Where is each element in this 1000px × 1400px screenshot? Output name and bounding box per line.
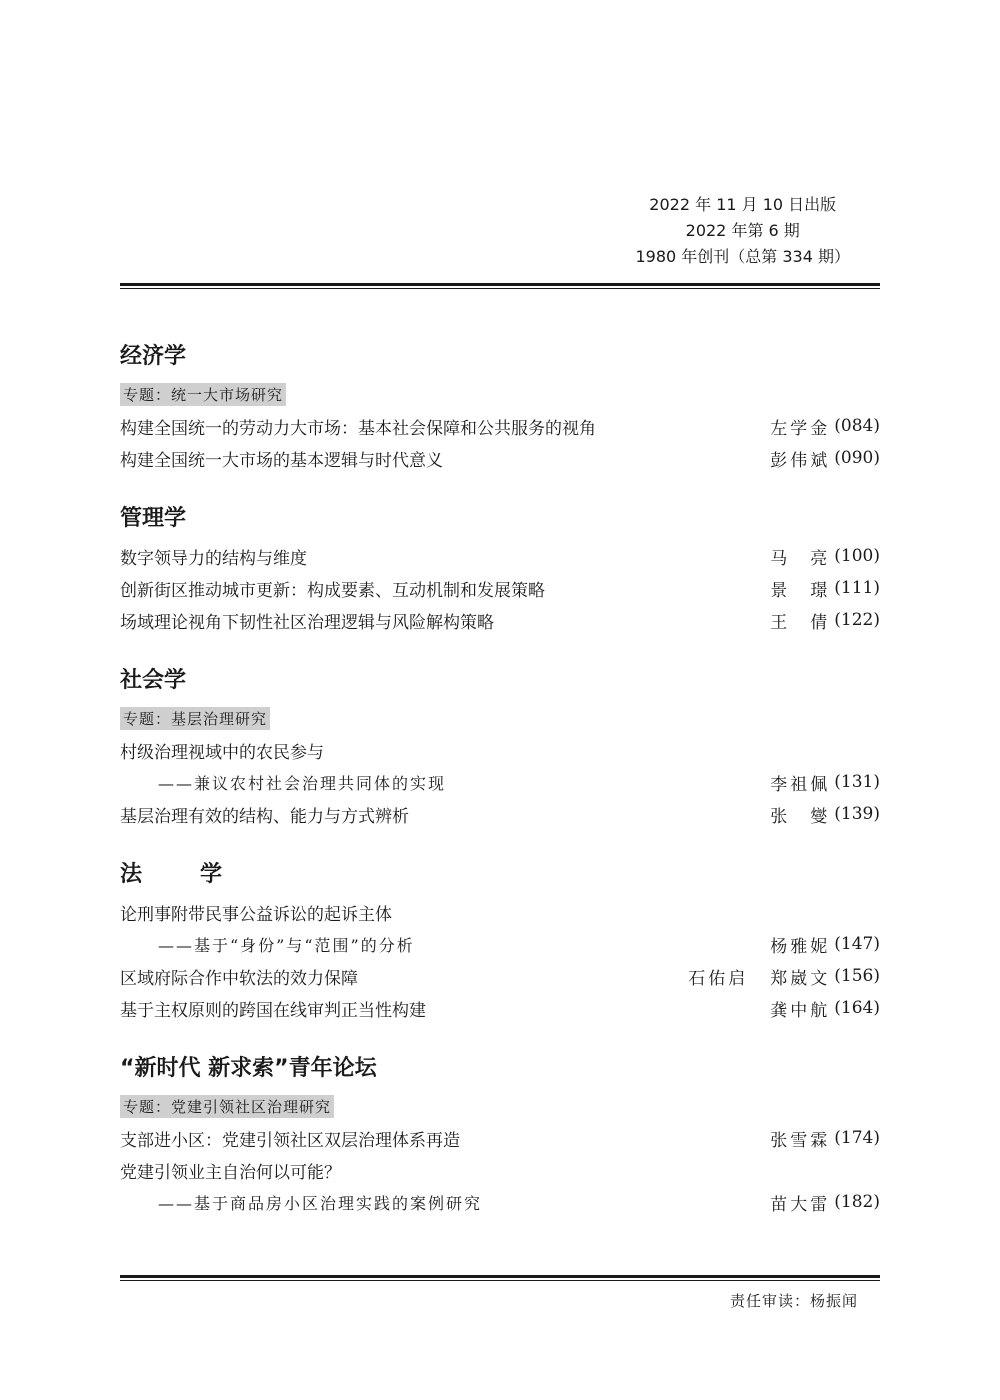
entry-page: (090) [834, 448, 880, 468]
entry-coauthor: 石佑启 [688, 968, 749, 989]
entry-page: (174) [834, 1128, 880, 1148]
entry-subtitle: ——基于商品房小区治理实践的案例研究 [158, 1193, 483, 1213]
publication-info [635, 192, 850, 270]
entry-title: 村级治理视域中的农民参与 [120, 742, 324, 763]
entry-author: 张雪霖 [770, 1130, 831, 1151]
toc-entry[interactable] [120, 992, 880, 1024]
entry-author: 彭伟斌 [770, 450, 831, 471]
section-title: 法 学 [120, 862, 241, 887]
topic-label-row [120, 1090, 880, 1122]
entry-page: (084) [834, 416, 880, 436]
editor-credit: 责任审读：杨振闻 [729, 1292, 858, 1310]
entry-subtitle: ——基于“身份”与“范围”的分析 [158, 935, 415, 955]
entry-author: 马 亮 [770, 548, 831, 569]
founding-info: 1980 年创刊（总第 334 期） [635, 247, 850, 266]
section-youth-forum [120, 1052, 880, 1218]
entry-author: 王 倩 [770, 612, 831, 633]
table-of-contents [120, 340, 880, 1246]
toc-entry[interactable] [120, 960, 880, 992]
entry-page: (122) [834, 610, 880, 630]
entry-title: 构建全国统一大市场的基本逻辑与时代意义 [120, 450, 443, 471]
entry-subtitle: ——兼议农村社会治理共同体的实现 [158, 773, 447, 793]
entry-title: 创新街区推动城市更新：构成要素、互动机制和发展策略 [120, 580, 545, 601]
entry-title: 基层治理有效的结构、能力与方式辨析 [120, 806, 409, 827]
toc-entry[interactable] [120, 410, 880, 442]
toc-entry[interactable] [120, 540, 880, 572]
entry-page: (139) [834, 804, 880, 824]
entry-page: (156) [834, 966, 880, 986]
toc-entry[interactable] [120, 442, 880, 474]
entry-title: 区域府际合作中软法的效力保障 [120, 968, 358, 989]
bottom-rule [120, 1275, 880, 1281]
entry-author: 张 燮 [770, 806, 831, 827]
entry-page: (111) [834, 578, 880, 598]
topic-label: 专题：统一大市场研究 [120, 383, 286, 406]
entry-title: 构建全国统一的劳动力大市场：基本社会保障和公共服务的视角 [120, 418, 596, 439]
toc-entry[interactable] [120, 896, 880, 928]
publication-date: 2022 年 11 月 10 日出版 [649, 195, 837, 214]
entry-author: 杨雅妮 [770, 936, 831, 957]
section-title: “新时代 新求索”青年论坛 [120, 1056, 377, 1081]
entry-author: 李祖佩 [770, 774, 831, 795]
top-rule [120, 283, 880, 289]
entry-title: 党建引领业主自治何以可能？ [120, 1162, 341, 1183]
issue-number: 2022 年第 6 期 [685, 221, 800, 240]
toc-entry[interactable] [120, 798, 880, 830]
entry-title: 支部进小区：党建引领社区双层治理体系再造 [120, 1130, 460, 1151]
entry-title: 数字领导力的结构与维度 [120, 548, 307, 569]
toc-entry[interactable] [120, 1154, 880, 1186]
entry-page: (131) [834, 772, 880, 792]
section-sociology [120, 664, 880, 830]
section-management [120, 502, 880, 636]
topic-label-row [120, 702, 880, 734]
toc-entry[interactable] [120, 734, 880, 766]
toc-entry-subtitle-row[interactable] [120, 928, 880, 960]
entry-title: 论刑事附带民事公益诉讼的起诉主体 [120, 904, 392, 925]
entry-page: (100) [834, 546, 880, 566]
entry-author: 苗大雷 [770, 1194, 831, 1215]
section-title: 经济学 [120, 344, 187, 369]
section-title: 社会学 [120, 668, 187, 693]
section-title: 管理学 [120, 506, 187, 531]
entry-title: 场域理论视角下韧性社区治理逻辑与风险解构策略 [120, 612, 494, 633]
entry-page: (182) [834, 1192, 880, 1212]
topic-label: 专题：基层治理研究 [120, 707, 270, 730]
section-economics [120, 340, 880, 474]
toc-entry-subtitle-row[interactable] [120, 766, 880, 798]
topic-label: 专题：党建引领社区治理研究 [120, 1095, 334, 1118]
toc-entry[interactable] [120, 1122, 880, 1154]
topic-label-row [120, 378, 880, 410]
entry-author: 龚中航 [770, 1000, 831, 1021]
toc-entry-subtitle-row[interactable] [120, 1186, 880, 1218]
entry-author: 景 璟 [770, 580, 831, 601]
entry-title: 基于主权原则的跨国在线审判正当性构建 [120, 1000, 426, 1021]
entry-page: (147) [834, 934, 880, 954]
section-law [120, 858, 880, 1024]
entry-author: 郑崴文 [770, 968, 831, 989]
toc-entry[interactable] [120, 604, 880, 636]
toc-entry[interactable] [120, 572, 880, 604]
entry-page: (164) [834, 998, 880, 1018]
entry-author: 左学金 [770, 418, 831, 439]
